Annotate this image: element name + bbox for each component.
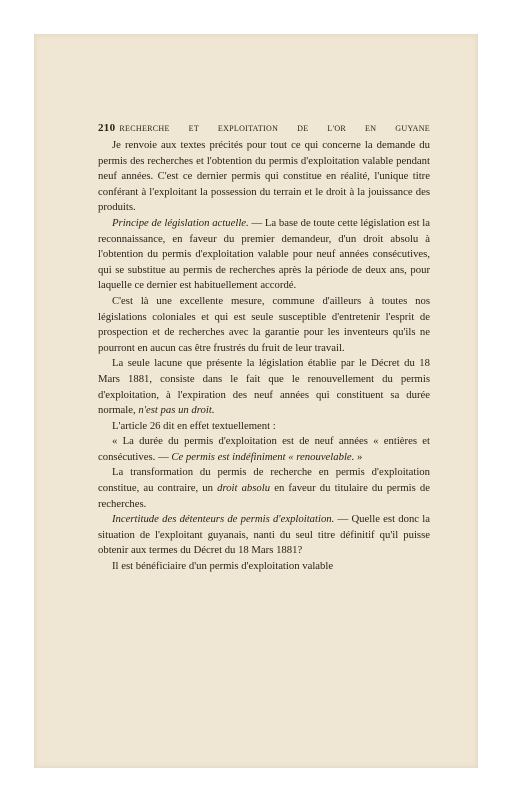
paragraph-1: Je renvoie aux textes précités pour tout ce qui concerne la demande du permis des recherches et l'obtention du permis d'exploitation valable pendant neuf années. C'est ce dernier permis qui constitue en réalité, l'unique titre conférant à l'exploitant la possession du terrain et le droit à la jouissance des produits. — [98, 139, 430, 214]
paragraph-2 — [98, 216, 430, 294]
paragraph-4 — [98, 356, 430, 418]
paragraph-7-body: La transformation du permis de recherche en permis d'exploitation constitue, au contraire, un — [98, 466, 430, 495]
section-heading-principe: Principe de législation actuelle. — [112, 216, 249, 229]
quote-close: » — [354, 450, 363, 463]
paragraph-2-body: — La base de toute cette législation est la reconnaissance, en faveur du premier demandeur, d'un droit absolu à l'obtention du permis d'exploitation valable pour neuf années consécutives, qui se substitue au permis de recherches après la période de deux ans, pour laquelle ce dernier est habituellement accordé. — [98, 216, 431, 292]
section-heading-incertitude: Incertitude des détenteurs de permis d'exploitation. — [112, 513, 335, 526]
paragraph-7-emphasis: droit absolu — [217, 482, 271, 495]
paragraph-4-body: La seule lacune que présente la législation établie par le Décret du 18 Mars 1881, consiste dans le fait que le renouvellement du permis d'exploitation, à l'expiration des neuf années qui constituent sa durée normale, — [98, 357, 430, 417]
paragraph-3: C'est là une excellente mesure, commune d'ailleurs à toutes nos législations coloniales et qui est seule susceptible d'entretenir l'esprit de prospection et de recherches avec la garantie pour les inventeurs qu'ils ne pourront en aucun cas être frustrés du fruit de leur travail. — [98, 294, 430, 354]
paragraph-7 — [98, 465, 430, 512]
paragraph-5: L'article 26 dit en effet textuellement : — [112, 419, 276, 432]
paragraph-8-body: — Quelle est donc la situation de l'exploitant guyanais, nanti du seul titre définitif qu'il puisse obtenir aux termes du Décret du 18 Mars 1881? — [98, 513, 430, 557]
quote-body: « La durée du permis d'exploitation est de neuf années « entières et consécutives. — — [98, 435, 430, 463]
quote-emphasis: Ce permis est indéfiniment « renouvelable. — [171, 450, 355, 463]
page-text — [98, 121, 430, 575]
page-number: 210 — [98, 122, 116, 134]
paragraph-4-emphasis: n'est pas un droit. — [138, 404, 215, 417]
running-header — [98, 121, 430, 136]
quoted-article — [98, 434, 430, 465]
paragraph-9: Il est bénéficiaire d'un permis d'exploitation valable — [112, 560, 334, 573]
paragraph-7-end: en faveur du titulaire du permis de recherches. — [98, 482, 430, 510]
paragraph-8 — [98, 512, 430, 559]
running-title: RECHERCHE ET EXPLOITATION DE L'OR EN GUYANE — [119, 124, 430, 133]
